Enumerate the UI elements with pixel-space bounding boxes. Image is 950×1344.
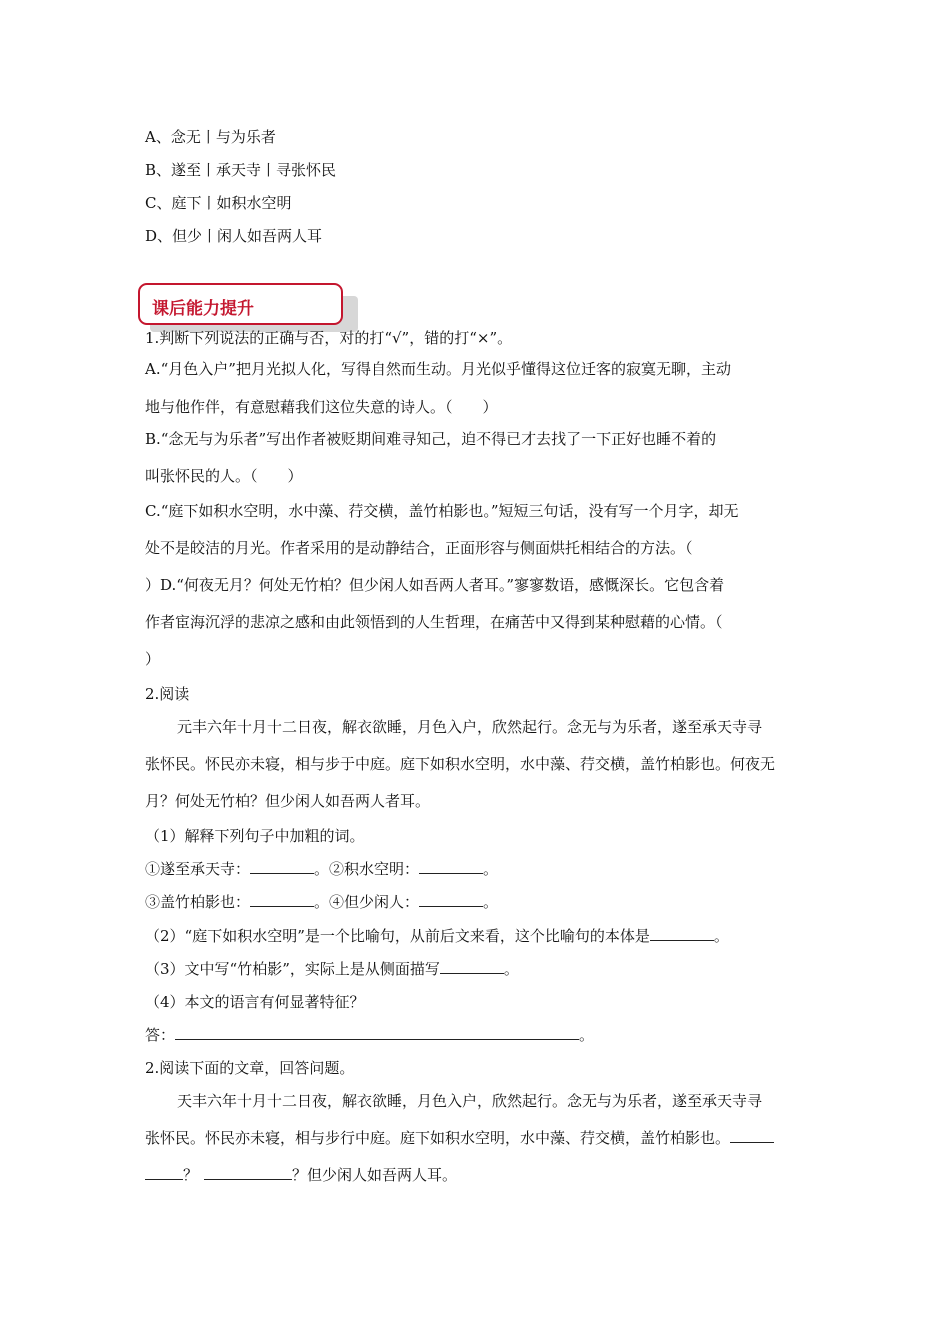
sub1-item1: ①遂至承天寺： <box>145 860 251 878</box>
period: 。 <box>503 960 519 978</box>
question-mark: ？ <box>183 1166 199 1184</box>
period: 。 <box>483 860 499 878</box>
q2-sub4: （4）本文的语言有何显著特征？ <box>145 993 365 1011</box>
option-d: D、但少丨闲人如吾两人耳 <box>145 227 323 245</box>
q3-passage-line1: 天丰六年十月十二日夜，解衣欲睡，月色入户，欣然起行。念无与为乐者，遂至承天寺寻 <box>177 1092 763 1110</box>
q2-sub1-row1 <box>145 859 498 879</box>
answer-blank[interactable] <box>419 859 483 874</box>
q3-passage-line3 <box>145 1165 457 1185</box>
q1-d-line1: ）D.“何夜无月？何处无竹柏？但少闲人如吾两人者耳。”寥寥数语，感慨深长。它包含着 <box>145 576 725 594</box>
sub1-item3: ③盖竹柏影也： <box>145 893 251 911</box>
q1-d-line3: ） <box>145 650 161 668</box>
q2-sub2 <box>145 926 729 946</box>
answer-label: 答： <box>145 1026 176 1044</box>
q2-passage-line2: 张怀民。怀民亦未寝，相与步于中庭。庭下如积水空明，水中藻、荇交横，盖竹柏影也。何夜无 <box>145 755 776 773</box>
q1-b-line1: B.“念无与为乐者”写出作者被贬期间难寻知己，迫不得已才去找了一下正好也睡不着的 <box>145 430 717 448</box>
answer-blank[interactable] <box>204 1165 292 1180</box>
option-a: A、念无丨与为乐者 <box>145 128 276 146</box>
option-c: C、庭下丨如积水空明 <box>145 194 292 212</box>
q2-sub3 <box>145 959 519 979</box>
option-b: B、遂至丨承天寺丨寻张怀民 <box>145 161 337 179</box>
q2-answer <box>145 1025 594 1045</box>
answer-blank[interactable] <box>730 1128 774 1143</box>
sub2-text: （2）“庭下如积水空明”是一个比喻句，从前后文来看，这个比喻句的本体是 <box>145 927 650 945</box>
period: 。 <box>579 1026 595 1044</box>
q3-passage-text: 张怀民。怀民亦未寝，相与步行中庭。庭下如积水空明，水中藻、荇交横，盖竹柏影也。 <box>145 1129 731 1147</box>
section-banner <box>138 283 343 325</box>
q2-sub1-row2 <box>145 892 498 912</box>
q1-d-line2: 作者宦海沉浮的悲凉之感和由此领悟到的人生哲理，在痛苦中又得到某种慰藉的心情。（ <box>145 613 723 631</box>
q3-passage-line2 <box>145 1128 774 1148</box>
answer-blank[interactable] <box>250 892 314 907</box>
q2-passage-line1: 元丰六年十月十二日夜，解衣欲睡，月色入户，欣然起行。念无与为乐者，遂至承天寺寻 <box>177 718 763 736</box>
answer-blank[interactable] <box>175 1025 579 1040</box>
q1-a-line1: A.“月色入户”把月光拟人化，写得自然而生动。月光似乎懂得这位迁客的寂寞无聊，主动 <box>145 360 731 378</box>
q1-c-line2: 处不是皎洁的月光。作者采用的是动静结合，正面形容与侧面烘托相结合的方法。（ <box>145 539 693 557</box>
q1-b-line2: 叫张怀民的人。（ ） <box>145 467 303 485</box>
answer-blank[interactable] <box>419 892 483 907</box>
q3-passage-end: ？但少闲人如吾两人耳。 <box>292 1166 458 1184</box>
period: 。 <box>483 893 499 911</box>
section-title: 课后能力提升 <box>152 299 254 319</box>
answer-blank[interactable] <box>145 1165 183 1180</box>
q2-passage-line3: 月？何处无竹柏？但少闲人如吾两人者耳。 <box>145 792 431 810</box>
q2-stem: 2.阅读 <box>145 685 190 703</box>
sub1-item2: 。②积水空明： <box>314 860 420 878</box>
period: 。 <box>713 927 729 945</box>
answer-blank[interactable] <box>250 859 314 874</box>
q1-a-line2: 地与他作伴，有意慰藉我们这位失意的诗人。（ ） <box>145 398 498 416</box>
q1-c-line1: C.“庭下如积水空明，水中藻、荇交横，盖竹柏影也。”短短三句话，没有写一个月字，却无 <box>145 502 739 520</box>
answer-blank[interactable] <box>650 926 714 941</box>
sub3-text: （3）文中写“竹柏影”，实际上是从侧面描写 <box>145 960 440 978</box>
q3-stem: 2.阅读下面的文章，回答问题。 <box>145 1059 355 1077</box>
sub1-item4: 。④但少闲人： <box>314 893 420 911</box>
q1-stem: 1.判断下列说法的正确与否，对的打“√”，错的打“×”。 <box>145 329 513 347</box>
q2-sub1: （1）解释下列句子中加粗的词。 <box>145 827 365 845</box>
answer-blank[interactable] <box>440 959 504 974</box>
